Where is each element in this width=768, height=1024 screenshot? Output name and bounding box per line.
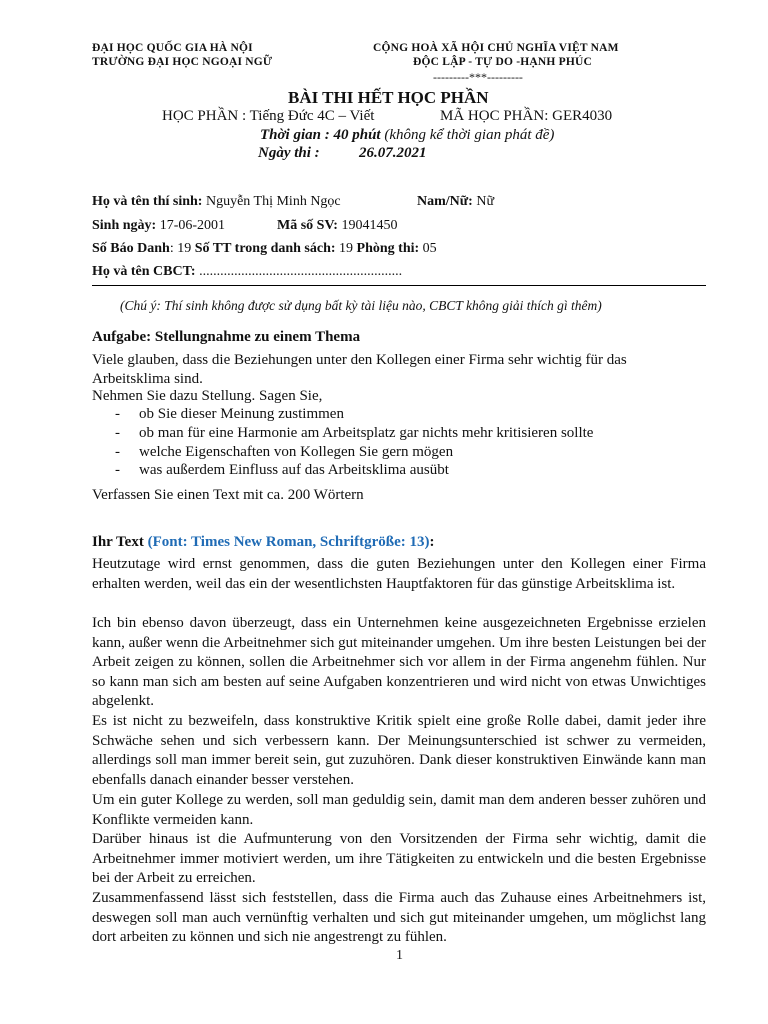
room-value: 05 — [419, 241, 437, 256]
exam-note: (Chú ý: Thí sinh không được sử dụng bất kỳ tài liệu nào, CBCT không giải thích gì thêm) — [120, 298, 602, 313]
course-line — [162, 108, 374, 125]
student-id-field — [277, 218, 397, 234]
duration-note: (không kể thời gian phát đề) — [380, 127, 555, 143]
answer-paragraph: Zusammenfassend lässt sich feststellen, dass die Firma auch das Zuhause eines Arbeitnehmers ist, deswegen soll man auch vernünftig verhalten und sich gut miteinander umgehen, um möglichst lang dort arbeiten zu können und sich nie angestrengt zu fühlen. — [92, 890, 706, 946]
answer-heading — [92, 534, 435, 551]
proctor-field — [92, 264, 402, 280]
student-name-label: Họ và tên thí sinh: — [92, 194, 203, 209]
gender-field — [417, 194, 494, 210]
university-name: ĐẠI HỌC QUỐC GIA HÀ NỘI — [92, 42, 253, 54]
bullet-dash: - — [115, 462, 120, 478]
bullet-dash: - — [115, 406, 120, 422]
header-ornament: ---------***--------- — [433, 70, 523, 84]
bullet-dash: - — [115, 425, 120, 441]
task-bullet-text: ob Sie dieser Meinung zustimmen — [139, 406, 344, 422]
answer-paragraph: Ich bin ebenso davon überzeugt, dass ein Unternehmen keine ausgezeichneten Ergebnisse erzielen kann, außer wenn die Arbeitnehmer sich gut miteinander umgehen. Um ihre besten Leistungen bei der Arbeit zeigen zu können, sollen die Arbeitnehmer sich vor allem in der Firma angenehm fühlen. Nur so kann man sich am besten auf seine Aufgaben konzentrieren und wird nicht von etwas Unwichtiges abgelenkt. — [92, 615, 706, 710]
course-value: : Tiếng Đức 4C – Viết — [238, 108, 375, 124]
dob-label: Sinh ngày: — [92, 218, 157, 233]
stt-value: 19 — [335, 241, 357, 256]
answer-format-hint: (Font: Times New Roman, Schriftgröße: 13) — [143, 534, 430, 550]
gender-label: Nam/Nữ: — [417, 194, 473, 209]
proctor-label: Họ và tên CBCT: — [92, 264, 196, 279]
duration-label: Thời gian : 40 phút — [260, 127, 381, 143]
task-bullet — [115, 462, 449, 479]
course-label: HỌC PHẦN — [162, 108, 239, 124]
answer-paragraph: Es ist nicht zu bezweifeln, dass konstruktive Kritik spielt eine große Rolle dabei, damit jeder ihre Schwäche sehen und sich verbessern kann. Der Meinungsunterschied ist schwer zu vermeiden, allerdings soll man immer bereit sein, gut zuzuhören. Dank dieser konstruktiven Einwände kann man ebenfalls danach einander besser verstehen. — [92, 713, 706, 788]
task-prompt: Nehmen Sie dazu Stellung. Sagen Sie, — [92, 388, 323, 404]
student-name-field — [92, 194, 341, 210]
exam-duration — [260, 127, 554, 144]
dob-field — [92, 218, 225, 234]
exam-title: BÀI THI HẾT HỌC PHẦN — [288, 88, 489, 107]
answer-paragraph: Heutzutage wird ernst genommen, dass die guten Beziehungen unter den Kollegen einer Firma erhalten werden, weil das ein der wesentlichsten Hauptfaktoren für das günstige Arbeitsklima ist. — [92, 556, 706, 592]
task-bullet-text: was außerdem Einfluss auf das Arbeitsklima ausübt — [139, 462, 449, 478]
exam-date-value: 26.07.2021 — [359, 145, 427, 161]
student-id-value: 19041450 — [337, 218, 398, 233]
student-name-value: Nguyễn Thị Minh Ngọc — [202, 194, 341, 209]
answer-paragraph: Darüber hinaus ist die Aufmunterung von den Vorsitzenden der Firma sehr wichtig, damit die Arbeitnehmer immer motiviert werden, um ihre Tätigkeiten zu entwickeln und die besten Ergebnisse bei der Arbeit zu erreichen. — [92, 831, 706, 887]
seat-info-field — [92, 241, 437, 257]
task-bullet — [115, 425, 593, 442]
course-code-value: : GER4030 — [544, 108, 613, 124]
course-code-label: MÃ HỌC PHẦN — [440, 108, 545, 124]
task-bullet — [115, 444, 453, 461]
task-intro-line-1: Viele glauben, dass die Beziehungen unter den Kollegen einer Firma sehr wichtig für das — [92, 352, 627, 368]
faculty-name: TRƯỜNG ĐẠI HỌC NGOẠI NGỮ — [92, 56, 273, 68]
gender-value: Nữ — [472, 194, 495, 209]
task-bullet-text: welche Eigenschaften von Kollegen Sie gern mögen — [139, 444, 454, 460]
page-number: 1 — [396, 948, 403, 963]
sbd-label: Số Báo Danh — [92, 241, 170, 256]
answer-paragraph: Um ein guter Kollege zu werden, soll man geduldig sein, damit man dem anderen besser zuhören und Konflikte vermeiden kann. — [92, 792, 706, 828]
proctor-value: .......................................................... — [195, 264, 403, 279]
bullet-dash: - — [115, 444, 120, 460]
task-heading: Aufgabe: Stellungnahme zu einem Thema — [92, 329, 361, 345]
answer-heading-colon: : — [429, 534, 435, 550]
national-motto: ĐỘC LẬP - TỰ DO -HẠNH PHÚC — [413, 56, 592, 68]
exam-date-label: Ngày thi : — [258, 145, 320, 161]
room-label: Phòng thi: — [356, 241, 420, 256]
task-bullet — [115, 406, 344, 423]
answer-heading-label: Ihr Text — [92, 534, 144, 550]
word-count-instruction: Verfassen Sie einen Text mit ca. 200 Wörtern — [92, 487, 364, 503]
sbd-value: : 19 — [169, 241, 195, 256]
dob-value: 17-06-2001 — [156, 218, 226, 233]
stt-label: Số TT trong danh sách: — [194, 241, 336, 256]
student-id-label: Mã số SV: — [277, 218, 338, 233]
task-bullet-text: ob man für eine Harmonie am Arbeitsplatz gar nichts mehr kritisieren sollte — [139, 425, 594, 441]
course-code-line — [440, 108, 612, 125]
country-name: CỘNG HOÀ XÃ HỘI CHỦ NGHĨA VIỆT NAM — [373, 42, 619, 54]
section-divider — [92, 285, 706, 286]
task-intro-line-2: Arbeitsklima sind. — [92, 371, 203, 387]
